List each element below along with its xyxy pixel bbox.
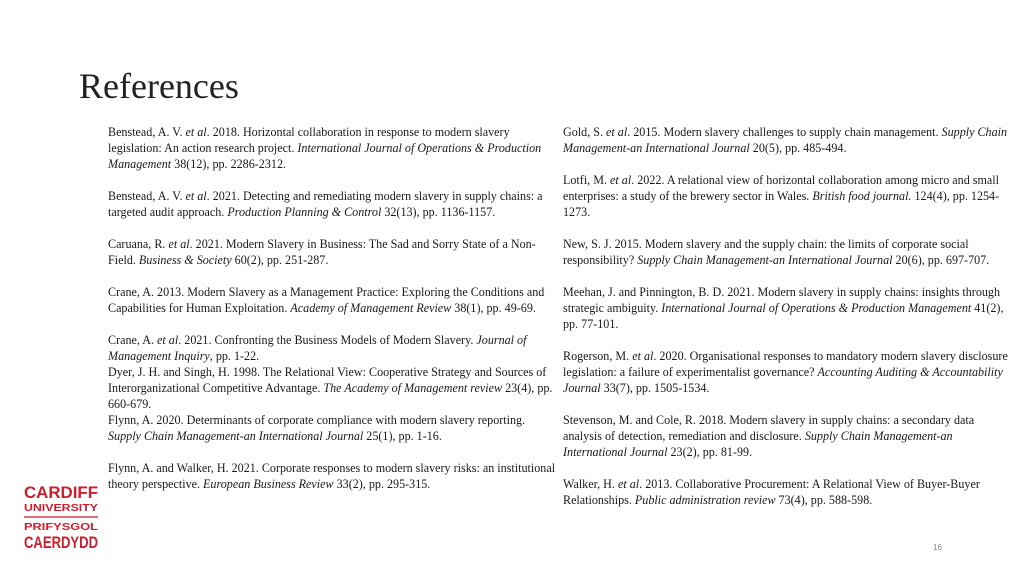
ref-details: 41(2), pp. 77-101. — [563, 301, 1004, 331]
logo-line-cardiff: CARDIFF — [24, 483, 98, 502]
references-left-column — [108, 124, 560, 492]
reference-item — [563, 124, 1015, 156]
ref-journal: Business & Society — [138, 253, 232, 267]
ref-details: 33(7), pp. 1505-1534. — [600, 381, 710, 395]
ref-authors: Flynn, A. 2020. Determinants of corporate compliance with modern slavery reporting. — [108, 413, 526, 427]
ref-details: 60(2), pp. 251-287. — [231, 253, 329, 267]
ref-journal: Accounting Auditing & Accountability Journal — [563, 365, 1003, 395]
ref-etal: et al — [606, 125, 628, 139]
ref-title: . 2021. Detecting and remediating modern slavery in supply chains: a targeted audit approach. — [108, 189, 543, 219]
ref-authors: Walker, H. — [563, 477, 618, 491]
ref-details: 23(4), pp. 660-679. — [108, 381, 553, 411]
ref-journal: Production Planning & Control — [227, 205, 382, 219]
ref-authors: Caruana, R. — [108, 237, 169, 251]
ref-details: 23(2), pp. 81-99. — [667, 445, 753, 459]
ref-etal: et al — [157, 333, 179, 347]
reference-item — [108, 284, 560, 316]
ref-authors: Stevenson, M. and Cole, R. 2018. Modern slavery in supply chains: a secondary data analysis of detection, remediation and disclosure. — [563, 413, 975, 443]
ref-authors: Dyer, J. H. and Singh, H. 1998. The Relational View: Cooperative Strategy and Sources of Interorganizational Competitive Advantage. — [108, 365, 547, 395]
ref-journal: International Journal of Operations & Production Management — [108, 141, 542, 171]
reference-item — [108, 412, 560, 444]
ref-etal: et al — [185, 189, 207, 203]
cardiff-university-logo — [22, 480, 100, 556]
ref-details: 73(4), pp. 588-598. — [775, 493, 873, 507]
ref-title: . 2021. Confronting the Business Models of Modern Slavery. — [178, 333, 477, 347]
ref-journal: Supply Chain Management-an International Journal — [563, 429, 953, 459]
ref-title: . 2018. Horizontal collaboration in response to modern slavery legislation: An action research project. — [108, 125, 510, 155]
reference-item — [563, 284, 1015, 332]
ref-details: 38(12), pp. 2286-2312. — [171, 157, 287, 171]
ref-authors: Benstead, A. V. — [108, 189, 186, 203]
ref-authors: Flynn, A. and Walker, H. 2021. Corporate responses to modern slavery risks: an institutional theory perspective. — [108, 461, 556, 491]
ref-details: 32(13), pp. 1136-1157. — [381, 205, 496, 219]
ref-etal: et al — [632, 349, 654, 363]
ref-details: 25(1), pp. 1-16. — [363, 429, 442, 443]
ref-authors: Meehan, J. and Pinnington, B. D. 2021. Modern slavery in supply chains: insights through strategic ambiguity. — [563, 285, 1001, 315]
ref-etal: et al — [185, 125, 207, 139]
ref-title: . 2015. Modern slavery challenges to supply chain management. — [627, 125, 942, 139]
ref-etal: et al — [168, 237, 190, 251]
page-number: 16 — [933, 543, 942, 552]
reference-item — [108, 236, 560, 268]
ref-authors: Rogerson, M. — [563, 349, 633, 363]
ref-etal: et al — [617, 477, 640, 491]
references-right-column — [563, 124, 1015, 508]
reference-item — [108, 332, 560, 364]
reference-item — [563, 348, 1015, 396]
logo-line-prifysgol: PRIFYSGOL — [24, 521, 99, 533]
ref-journal: Academy of Management Review — [290, 301, 452, 315]
ref-authors: New, S. J. 2015. Modern slavery and the supply chain: the limits of corporate social responsibility? — [563, 237, 969, 267]
ref-journal: European Business Review — [203, 477, 334, 491]
ref-authors: Crane, A. — [108, 333, 158, 347]
ref-title: . 2013. Collaborative Procurement: A Relational View of Buyer-Buyer Relationships. — [563, 477, 980, 507]
ref-journal: The Academy of Management review — [323, 381, 503, 395]
ref-journal: Supply Chain Management-an International Journal — [637, 253, 893, 267]
reference-item — [108, 124, 560, 172]
ref-journal: Supply Chain Management-an International Journal — [108, 429, 364, 443]
reference-item — [563, 476, 1015, 508]
ref-authors: Benstead, A. V. — [108, 125, 186, 139]
reference-item — [108, 364, 560, 412]
reference-item — [563, 172, 1015, 220]
reference-item — [108, 460, 560, 492]
slide-title: References — [79, 66, 239, 106]
reference-item — [108, 188, 560, 220]
ref-authors: Crane, A. 2013. Modern Slavery as a Management Practice: Exploring the Conditions and Capabilities for Human Exploitation. — [108, 285, 545, 315]
ref-details: 38(1), pp. 49-69. — [451, 301, 536, 315]
ref-journal: British food journal. — [812, 189, 912, 203]
ref-authors: Gold, S. — [563, 125, 607, 139]
ref-etal: et al — [610, 173, 632, 187]
ref-journal: Supply Chain Management-an International Journal — [563, 125, 1008, 155]
reference-item — [563, 412, 1015, 460]
ref-journal: Journal of Management Inquiry — [108, 333, 527, 363]
ref-authors: Lotfi, M. — [563, 173, 611, 187]
ref-details: 20(6), pp. 697-707. — [892, 253, 990, 267]
logo-line-caerdydd: CAERDYDD — [24, 533, 98, 552]
ref-title: . 2022. A relational view of horizontal collaboration among micro and small enterprises: a study of the brewery sector in Wales. — [563, 173, 999, 203]
logo-line-university: UNIVERSITY — [24, 502, 98, 514]
ref-details: 33(2), pp. 295-315. — [333, 477, 431, 491]
ref-title: . 2021. Modern Slavery in Business: The Sad and Sorry State of a Non-Field. — [108, 237, 536, 267]
ref-details: 20(5), pp. 485-494. — [749, 141, 847, 155]
ref-details: 124(4), pp. 1254-1273. — [563, 189, 1000, 219]
ref-journal: International Journal of Operations & Production Management — [661, 301, 972, 315]
ref-details: , pp. 1-22. — [209, 349, 260, 363]
ref-journal: Public administration review — [634, 493, 776, 507]
reference-item — [563, 236, 1015, 268]
ref-title: . 2020. Organisational responses to mandatory modern slavery disclosure legislation: a failure of experimentalist governance? — [563, 349, 1008, 379]
